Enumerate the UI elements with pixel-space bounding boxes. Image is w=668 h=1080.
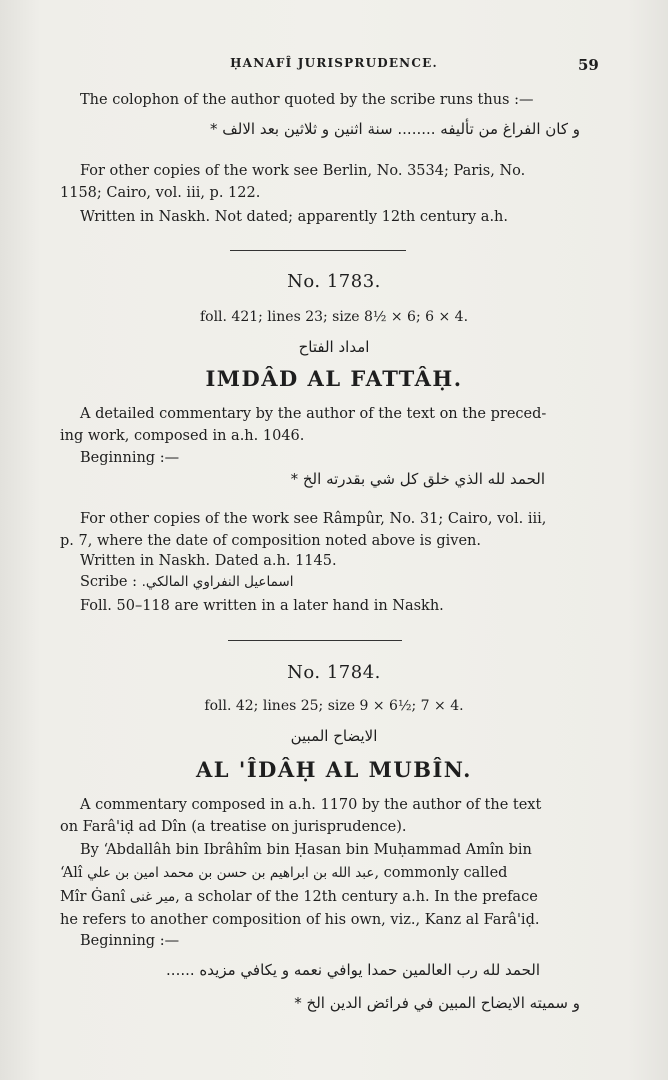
scribe-arabic: اسماعيل النفراوي المالكي. — [141, 574, 294, 590]
written-line: Written in Naskh. Not dated; apparently 12th century a.h. — [80, 209, 509, 225]
running-title: ḤANAFÎ JURISPRUDENCE. — [230, 56, 438, 70]
arabic-title: الايضاح المبين — [290, 727, 378, 745]
author-ali-suffix: , commonly called — [374, 865, 508, 881]
description-line-2: ing work, composed in a.h. 1046. — [60, 428, 305, 444]
description-line-1: A detailed commentary by the author of the text on the preced- — [80, 406, 547, 422]
author-mir-line — [60, 887, 538, 907]
entry-title: IMDÂD AL FATTÂḤ. — [205, 366, 463, 391]
beginning-arabic: الحمد لله الذي خلق كل شي بقدرته الخ * — [290, 470, 545, 488]
author-ali-arabic: عبد الله بن ابراهيم بن حسن بن محمد امين بن علي — [87, 865, 375, 881]
scribe-label: Scribe : — [80, 574, 137, 590]
colophon-intro: The colophon of the author quoted by the scribe runs thus :— — [80, 92, 534, 108]
beginning-label: Beginning :— — [80, 450, 180, 466]
entry-title: AL 'ÎDÂḤ AL MUBÎN. — [196, 757, 472, 782]
entry-meta: foll. 42; lines 25; size 9 × 6½; 7 × 4. — [204, 698, 464, 714]
arabic-title: امداد الفتاح — [298, 338, 370, 356]
copies-line-2: p. 7, where the date of composition noted above is given. — [60, 533, 481, 549]
beginning-arabic-2: و سميته الايضاح المبين في فرائض الدين الخ * — [294, 994, 580, 1012]
author-mir-arabic: مير غنى — [129, 889, 176, 905]
section-divider — [230, 250, 406, 251]
entry-meta: foll. 421; lines 23; size 8½ × 6; 6 × 4. — [199, 309, 469, 325]
author-mir-prefix: Mîr Ġanî — [60, 889, 126, 905]
foll-line: Foll. 50–118 are written in a later hand in Naskh. — [80, 598, 444, 614]
description-line-1: A commentary composed in a.h. 1170 by the author of the text — [80, 797, 542, 813]
author-mir-suffix: , a scholar of the 12th century a.h. In the preface — [175, 889, 538, 905]
copies-line-2: 1158; Cairo, vol. iii, p. 122. — [60, 185, 261, 201]
beginning-arabic-1: الحمد لله رب العالمين حمدا يوافي نعمه و يكافي مزيده ...... — [166, 961, 540, 979]
scribe-line — [80, 572, 293, 592]
written-line: Written in Naskh. Dated a.h. 1145. — [80, 553, 337, 569]
copies-line-1: For other copies of the work see Râmpûr, No. 31; Cairo, vol. iii, — [80, 511, 547, 527]
beginning-label: Beginning :— — [80, 933, 180, 949]
colophon-arabic: و كان الفراغ من تأليفه ........ سنة اثنين و ثلاثين بعد الالف * — [209, 120, 580, 138]
copies-line-1: For other copies of the work see Berlin, No. 3534; Paris, No. — [80, 163, 526, 179]
entry-number: No. 1784. — [287, 662, 381, 683]
page-number: 59 — [578, 56, 599, 74]
author-ali-prefix: ‘Alî — [60, 865, 83, 881]
refers-line: he refers to another composition of his own, viz., Kanz al Farâ'iḍ. — [60, 912, 540, 928]
description-line-2: on Farâ'iḍ ad Dîn (a treatise on jurisprudence). — [60, 819, 407, 835]
entry-number: No. 1783. — [287, 271, 381, 292]
section-divider — [228, 640, 402, 641]
author-line: By ‘Abdallâh bin Ibrâhîm bin Ḥasan bin Muḥammad Amîn bin — [80, 842, 532, 858]
author-ali-line — [60, 863, 507, 883]
